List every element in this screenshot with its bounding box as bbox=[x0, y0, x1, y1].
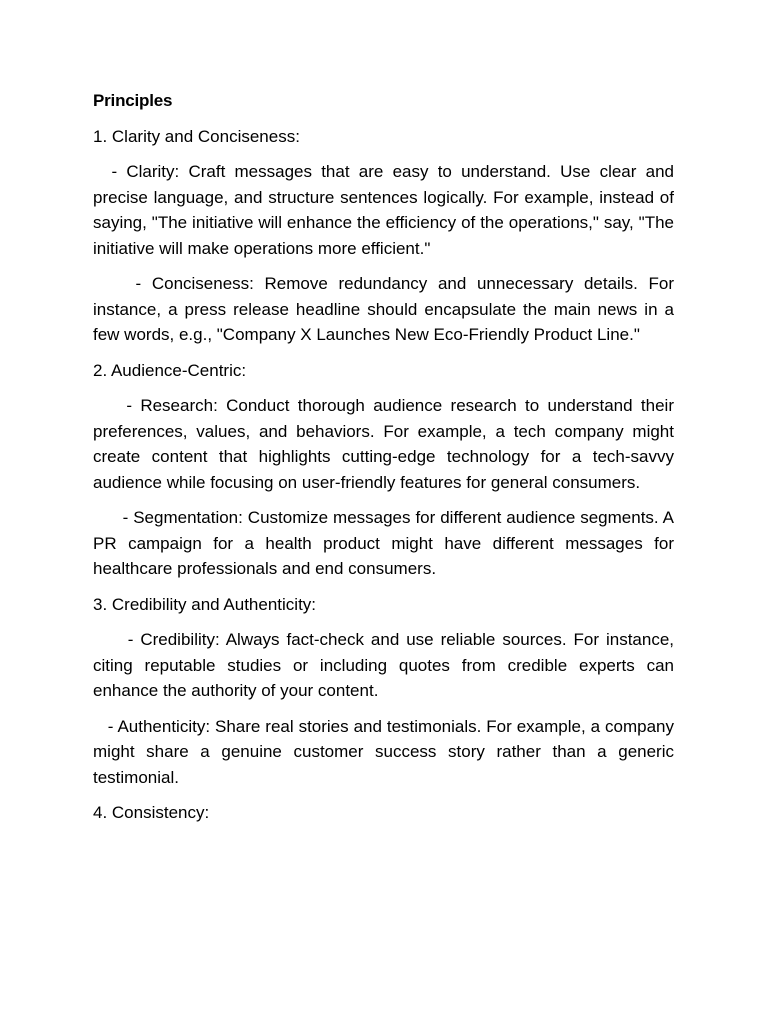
paragraph-segmentation: - Segmentation: Customize messages for different audience segments. A PR campaign for a health product might have different messages for healthcare professionals and end consumers. bbox=[93, 508, 679, 578]
document-page bbox=[93, 88, 679, 836]
paragraph-research: - Research: Conduct thorough audience research to understand their preferences, values, and behaviors. For example, a tech company might create content that highlights cutting-edge technology for a tech-savvy audience while focusing on user-friendly features for general consumers. bbox=[93, 396, 679, 492]
paragraph-authenticity: - Authenticity: Share real stories and testimonials. For example, a company might share a genuine customer success story rather than a generic testimonial. bbox=[93, 716, 679, 787]
section-title-clarity: 1. Clarity and Conciseness: bbox=[93, 126, 300, 146]
paragraph-credibility: - Credibility: Always fact-check and use reliable sources. For instance, citing reputable studies or including quotes from credible experts can enhance the authority of your content. bbox=[93, 630, 679, 700]
paragraph-clarity: - Clarity: Craft messages that are easy to understand. Use clear and precise language, and structure sentences logically. For example, instead of saying, "The initiative will enhance the efficiency of the operations," say, "The initiative will make operations more efficient." bbox=[93, 162, 679, 258]
paragraph-conciseness: - Conciseness: Remove redundancy and unnecessary details. For instance, a press release headline should encapsulate the main news in a few words, e.g., "Company X Launches New Eco-Friendly Product Line." bbox=[93, 274, 679, 344]
document-heading: Principles bbox=[93, 91, 173, 110]
section-title-audience: 2. Audience-Centric: bbox=[93, 360, 247, 380]
section-title-credibility: 3. Credibility and Authenticity: bbox=[93, 594, 317, 614]
section-title-consistency: 4. Consistency: bbox=[93, 803, 210, 822]
